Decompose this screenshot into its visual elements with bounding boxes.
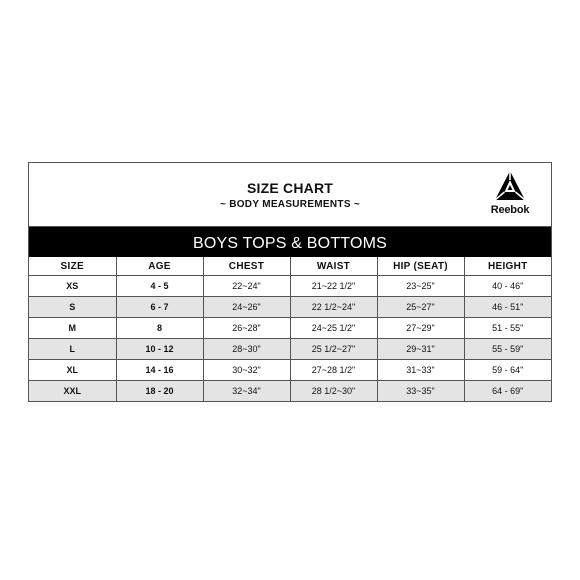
cell-waist: 22 1/2~24" [290, 297, 377, 318]
table-row [29, 276, 551, 297]
cell-hip: 29~31" [377, 339, 464, 360]
table-row [29, 318, 551, 339]
table-header-row [29, 257, 551, 276]
column-header-hip: HIP (SEAT) [377, 257, 464, 276]
cell-age: 8 [116, 318, 203, 339]
cell-height: 40 - 46" [464, 276, 551, 297]
cell-age: 18 - 20 [116, 381, 203, 402]
table-row [29, 360, 551, 381]
table-row [29, 297, 551, 318]
cell-waist: 25 1/2~27" [290, 339, 377, 360]
size-table [29, 257, 551, 401]
column-header-waist: WAIST [290, 257, 377, 276]
chart-subtitle: ~ BODY MEASUREMENTS ~ [219, 199, 361, 210]
column-header-height: HEIGHT [464, 257, 551, 276]
cell-hip: 31~33" [377, 360, 464, 381]
cell-size: XS [29, 276, 116, 297]
cell-size: S [29, 297, 116, 318]
cell-waist: 28 1/2~30" [290, 381, 377, 402]
cell-waist: 21~22 1/2" [290, 276, 377, 297]
column-header-size: SIZE [29, 257, 116, 276]
cell-height: 46 - 51" [464, 297, 551, 318]
chart-header [29, 163, 551, 227]
column-header-age: AGE [116, 257, 203, 276]
cell-age: 6 - 7 [116, 297, 203, 318]
cell-hip: 23~25" [377, 276, 464, 297]
cell-size: L [29, 339, 116, 360]
cell-height: 64 - 69" [464, 381, 551, 402]
cell-waist: 24~25 1/2" [290, 318, 377, 339]
category-banner: BOYS TOPS & BOTTOMS [29, 227, 551, 257]
cell-age: 10 - 12 [116, 339, 203, 360]
cell-size: XXL [29, 381, 116, 402]
cell-hip: 27~29" [377, 318, 464, 339]
cell-chest: 24~26" [203, 297, 290, 318]
cell-age: 14 - 16 [116, 360, 203, 381]
cell-chest: 26~28" [203, 318, 290, 339]
cell-height: 51 - 55" [464, 318, 551, 339]
cell-hip: 33~35" [377, 381, 464, 402]
table-row [29, 381, 551, 402]
cell-chest: 30~32" [203, 360, 290, 381]
size-chart [28, 162, 552, 402]
cell-size: M [29, 318, 116, 339]
reebok-delta-icon [493, 169, 527, 203]
chart-title: SIZE CHART [247, 180, 333, 196]
cell-height: 55 - 59" [464, 339, 551, 360]
column-header-chest: CHEST [203, 257, 290, 276]
logo-wordmark: Reebok [490, 204, 530, 216]
cell-height: 59 - 64" [464, 360, 551, 381]
cell-chest: 22~24" [203, 276, 290, 297]
table-row [29, 339, 551, 360]
cell-size: XL [29, 360, 116, 381]
cell-age: 4 - 5 [116, 276, 203, 297]
cell-chest: 28~30" [203, 339, 290, 360]
cell-hip: 25~27" [377, 297, 464, 318]
brand-logo [485, 169, 535, 221]
cell-chest: 32~34" [203, 381, 290, 402]
cell-waist: 27~28 1/2" [290, 360, 377, 381]
